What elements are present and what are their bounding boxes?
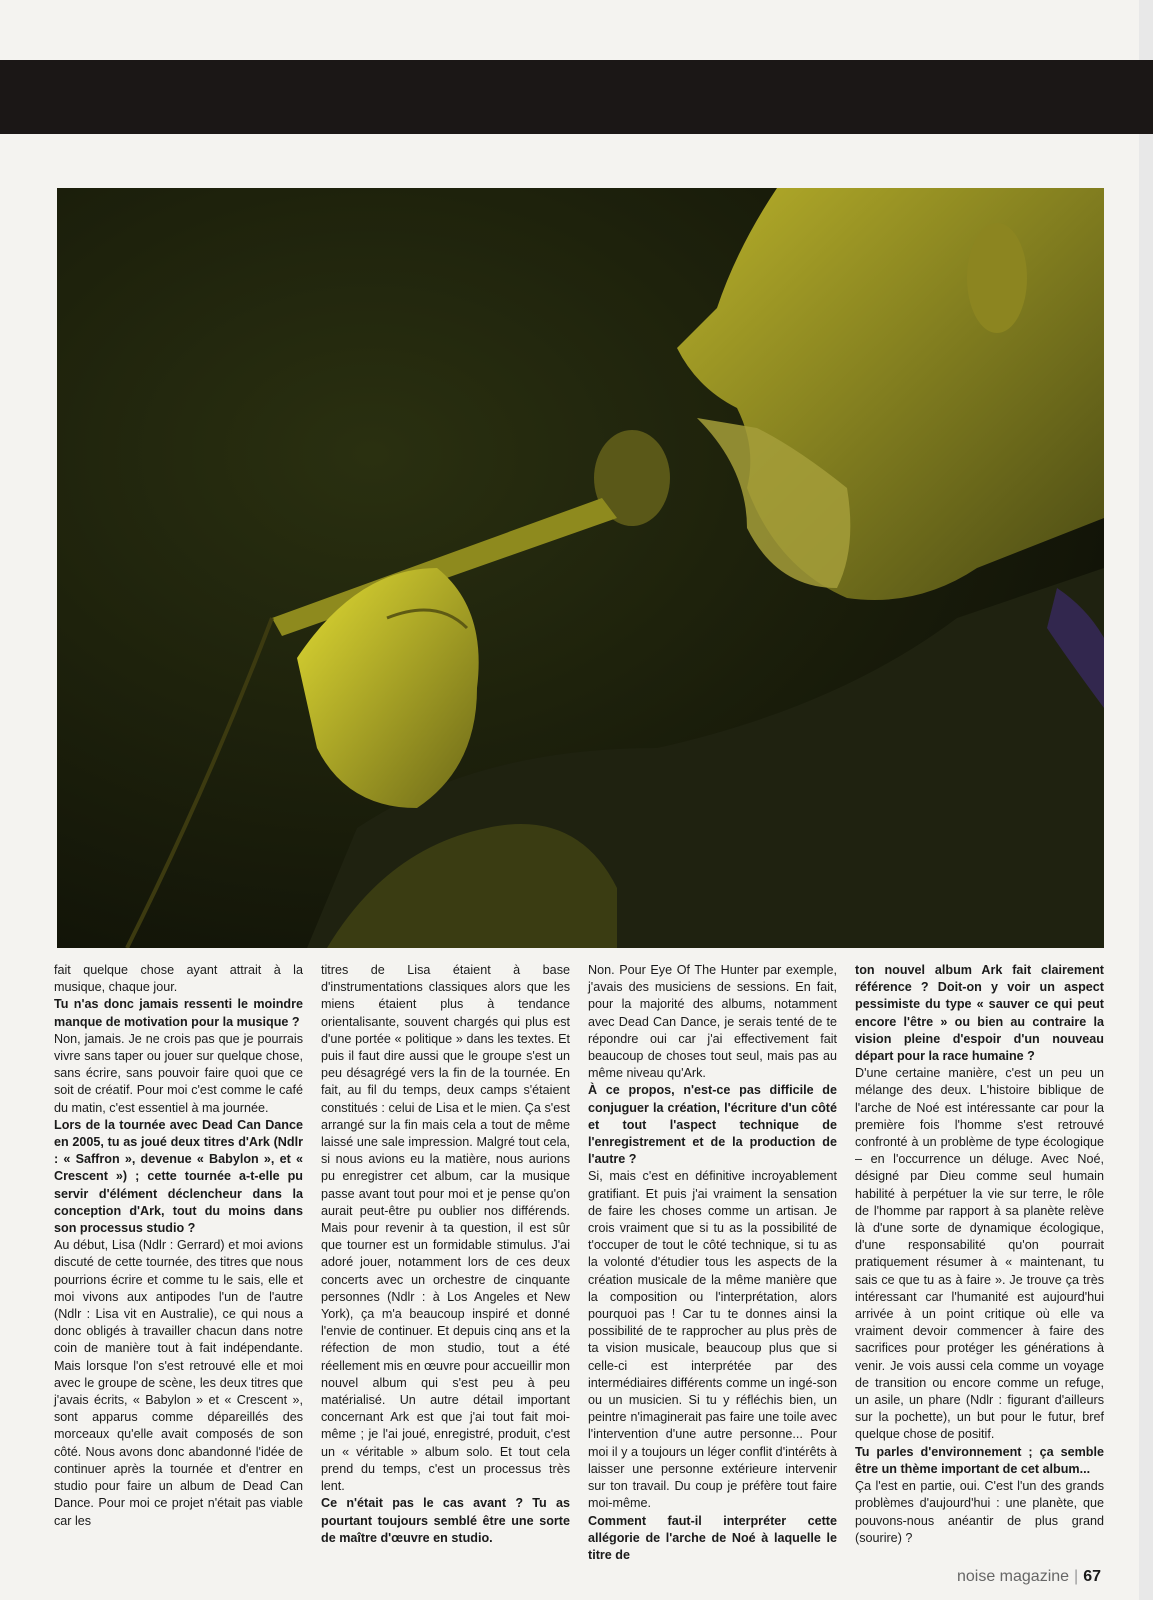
interview-answer: Au début, Lisa (Ndlr : Gerrard) et moi avions discuté de cette tournée, des titres que nous pourrions écrire et comme tu le sais, elle et moi vivons aux antipodes l'un de l'autre (Ndlr : Lisa vit en Australie), ce qui nous a donc obligés à travailler chacun dans notre coin de manière tout à fait indépendante. Mais lorsque l'on s'est retrouvé elle et moi avec le groupe de scène, les deux titres que j'avais écrits, « Babylon » et « Crescent », sont apparus comme dépareillés des morceaux qu'elle avait composés de son côté. Nous avons donc abandonné l'idée de continuer après la tournée et d'entrer en studio pour faire un album de Dead Can Dance. Pour moi ce projet n'était pas viable car les <box>54 1238 303 1528</box>
magazine-name: noise magazine <box>956 1568 1070 1585</box>
article-column-1 <box>54 962 303 1528</box>
interview-question: À ce propos, n'est-ce pas difficile de conjuguer la création, l'écriture d'un côté et tout l'aspect technique de l'enregistrement et de la production de l'autre ? <box>588 1083 837 1167</box>
interview-question: ton nouvel album Ark fait clairement référence ? Doit-on y voir un aspect pessimiste du type « sauver ce qui peut encore l'être » ou bien au contraire la vision pleine d'espoir d'un nouveau départ pour la race humaine ? <box>855 963 1104 1064</box>
interview-answer: titres de Lisa étaient à base d'instrumentations classiques alors que les miens étaient plus à tendance orientalisante, souvent chargés qui plus est d'une portée « politique » dans les textes. Et puis il faut dire aussi que le groupe s'est un peu désagrégé vers la fin de la tournée. En fait, au fil du temps, deux camps s'étaient constitués : celui de Lisa et le mien. Ça s'est arrangé sur la fin mais cela a tout de même laissé une sale impression. Malgré tout cela, si nous avions eu la matière, nous aurions pu enregistrer cet album, car la musique passe avant tout pour moi et je pense qu'on aurait peut-être pu oublier nos différends. Mais pour revenir à ta question, il est sûr que tourner est un formidable stimulus. J'ai adoré jouer, notamment lors de ces deux concerts avec un orchestre de cinquante personnes (Ndlr : à Los Angeles et New York), ça m'a beaucoup inspiré et donné l'envie de continuer. Et depuis cinq ans et la réfection de mon studio, tout a été réellement mis en œuvre pour accueillir mon nouvel album qui s'est peu à peu matérialisé. Un autre détail important concernant Ark est que j'ai tout fait moi-même ; je l'ai joué, enregistré, produit, c'est un « véritable » album solo. Et tout cela prend du temps, c'est un processus très lent. <box>321 963 570 1494</box>
interview-question: Comment faut-il interpréter cette allégorie de l'arche de Noé à laquelle le titre de <box>588 1513 837 1562</box>
interview-answer: D'une certaine manière, c'est un peu un mélange des deux. L'histoire biblique de l'arche de Noé est intéressante car pour la première fois l'homme s'est retrouvé confronté à un problème de type écologique – en l'occurrence un déluge. Avec Noé, désigné par Dieu comme seul humain habilité à perpétuer la vie sur terre, le rôle de l'homme par rapport à sa planète relève là d'une sorte de dynamique écologique, d'une responsabilité qu'on pourrait pratiquement résumer à « maintenant, tu sais ce que tu as à faire ». Je trouve ça très intéressant car l'humanité est aujourd'hui arrivée à un point critique où elle va vraiment devoir commencer à faire des sacrifices pour protéger les générations à venir. Je vois aussi cela comme un voyage de transition ou encore comme un refuge, un asile, un phare (Ndlr : figurant d'ailleurs sur la pochette), un but pour le futur, bref quelque chose de positif. <box>855 1066 1104 1442</box>
interview-question: Lors de la tournée avec Dead Can Dance en 2005, tu as joué deux titres d'Ark (Ndlr : « Saffron », devenue « Babylon », et « Crescent ») ; cette tournée a-t-elle pu servir d'élément déclencheur dans la conception d'Ark, tout du moins dans son processus studio ? <box>54 1117 303 1236</box>
interview-answer: Non, jamais. Je ne crois pas que je pourrais vivre sans taper ou jouer sur quelque chose, sans écrire, sans pouvoir faire quoi que ce soit de créatif. Pour moi c'est comme le café du matin, c'est essentiel à ma journée. <box>54 1031 303 1115</box>
singer-photo <box>57 188 1104 948</box>
interview-answer: Ça l'est en partie, oui. C'est l'un des grands problèmes d'aujourd'hui : une planète, que pouvons-nous anéantir de plus grand (sourire) ? <box>855 1479 1104 1545</box>
interview-answer: Non. Pour Eye Of The Hunter par exemple, j'avais des musiciens de sessions. En fait, pour la majorité des albums, notamment avec Dead Can Dance, je serais tenté de te répondre oui car j'ai effectivement fait beaucoup de choses tout seul, mais pas au même niveau qu'Ark. <box>588 963 837 1081</box>
page-footer <box>957 1568 1101 1586</box>
scan-edge <box>1139 0 1153 1600</box>
interview-question: Tu n'as donc jamais ressenti le moindre manque de motivation pour la musique ? <box>54 997 303 1029</box>
interview-answer: fait quelque chose ayant attrait à la musique, chaque jour. <box>54 963 303 995</box>
interview-question: Tu parles d'environnement ; ça semble être un thème important de cet album... <box>855 1444 1104 1476</box>
page-number: 67 <box>1083 1568 1101 1585</box>
interview-answer: Si, mais c'est en définitive incroyablement gratifiant. Et puis j'ai vraiment la sensation de faire les choses comme un artisan. Je crois vraiment que si tu as la possibilité de t'occuper de tout le côté technique, si tu as la volonté d'étudier tous les aspects de la création musicale de la même manière que la composition ou l'interprétation, alors pourquoi pas ! Car tu te donnes ainsi la possibilité de te rapprocher au plus près de ta vision musicale, beaucoup plus que si celle-ci est interprétée par des intermédiaires différents comme un ingé-son ou un musicien. Si tu y réfléchis bien, un peintre n'imaginerait pas faire une toile avec l'intervention d'une autre personne... Pour moi il y a toujours un léger conflit d'intérêts à laisser une personne extérieure intervenir sur ton travail. Du coup je préfère tout faire moi-même. <box>588 1169 837 1511</box>
article-column-4 <box>855 962 1104 1545</box>
footer-separator: | <box>1074 1568 1079 1585</box>
article-column-3 <box>588 962 837 1562</box>
top-color-band <box>0 60 1153 134</box>
article-body <box>54 962 1104 1562</box>
interview-question: Ce n'était pas le cas avant ? Tu as pourtant toujours semblé être une sorte de maître d'œuvre en studio. <box>321 1496 570 1545</box>
article-column-2 <box>321 962 570 1545</box>
